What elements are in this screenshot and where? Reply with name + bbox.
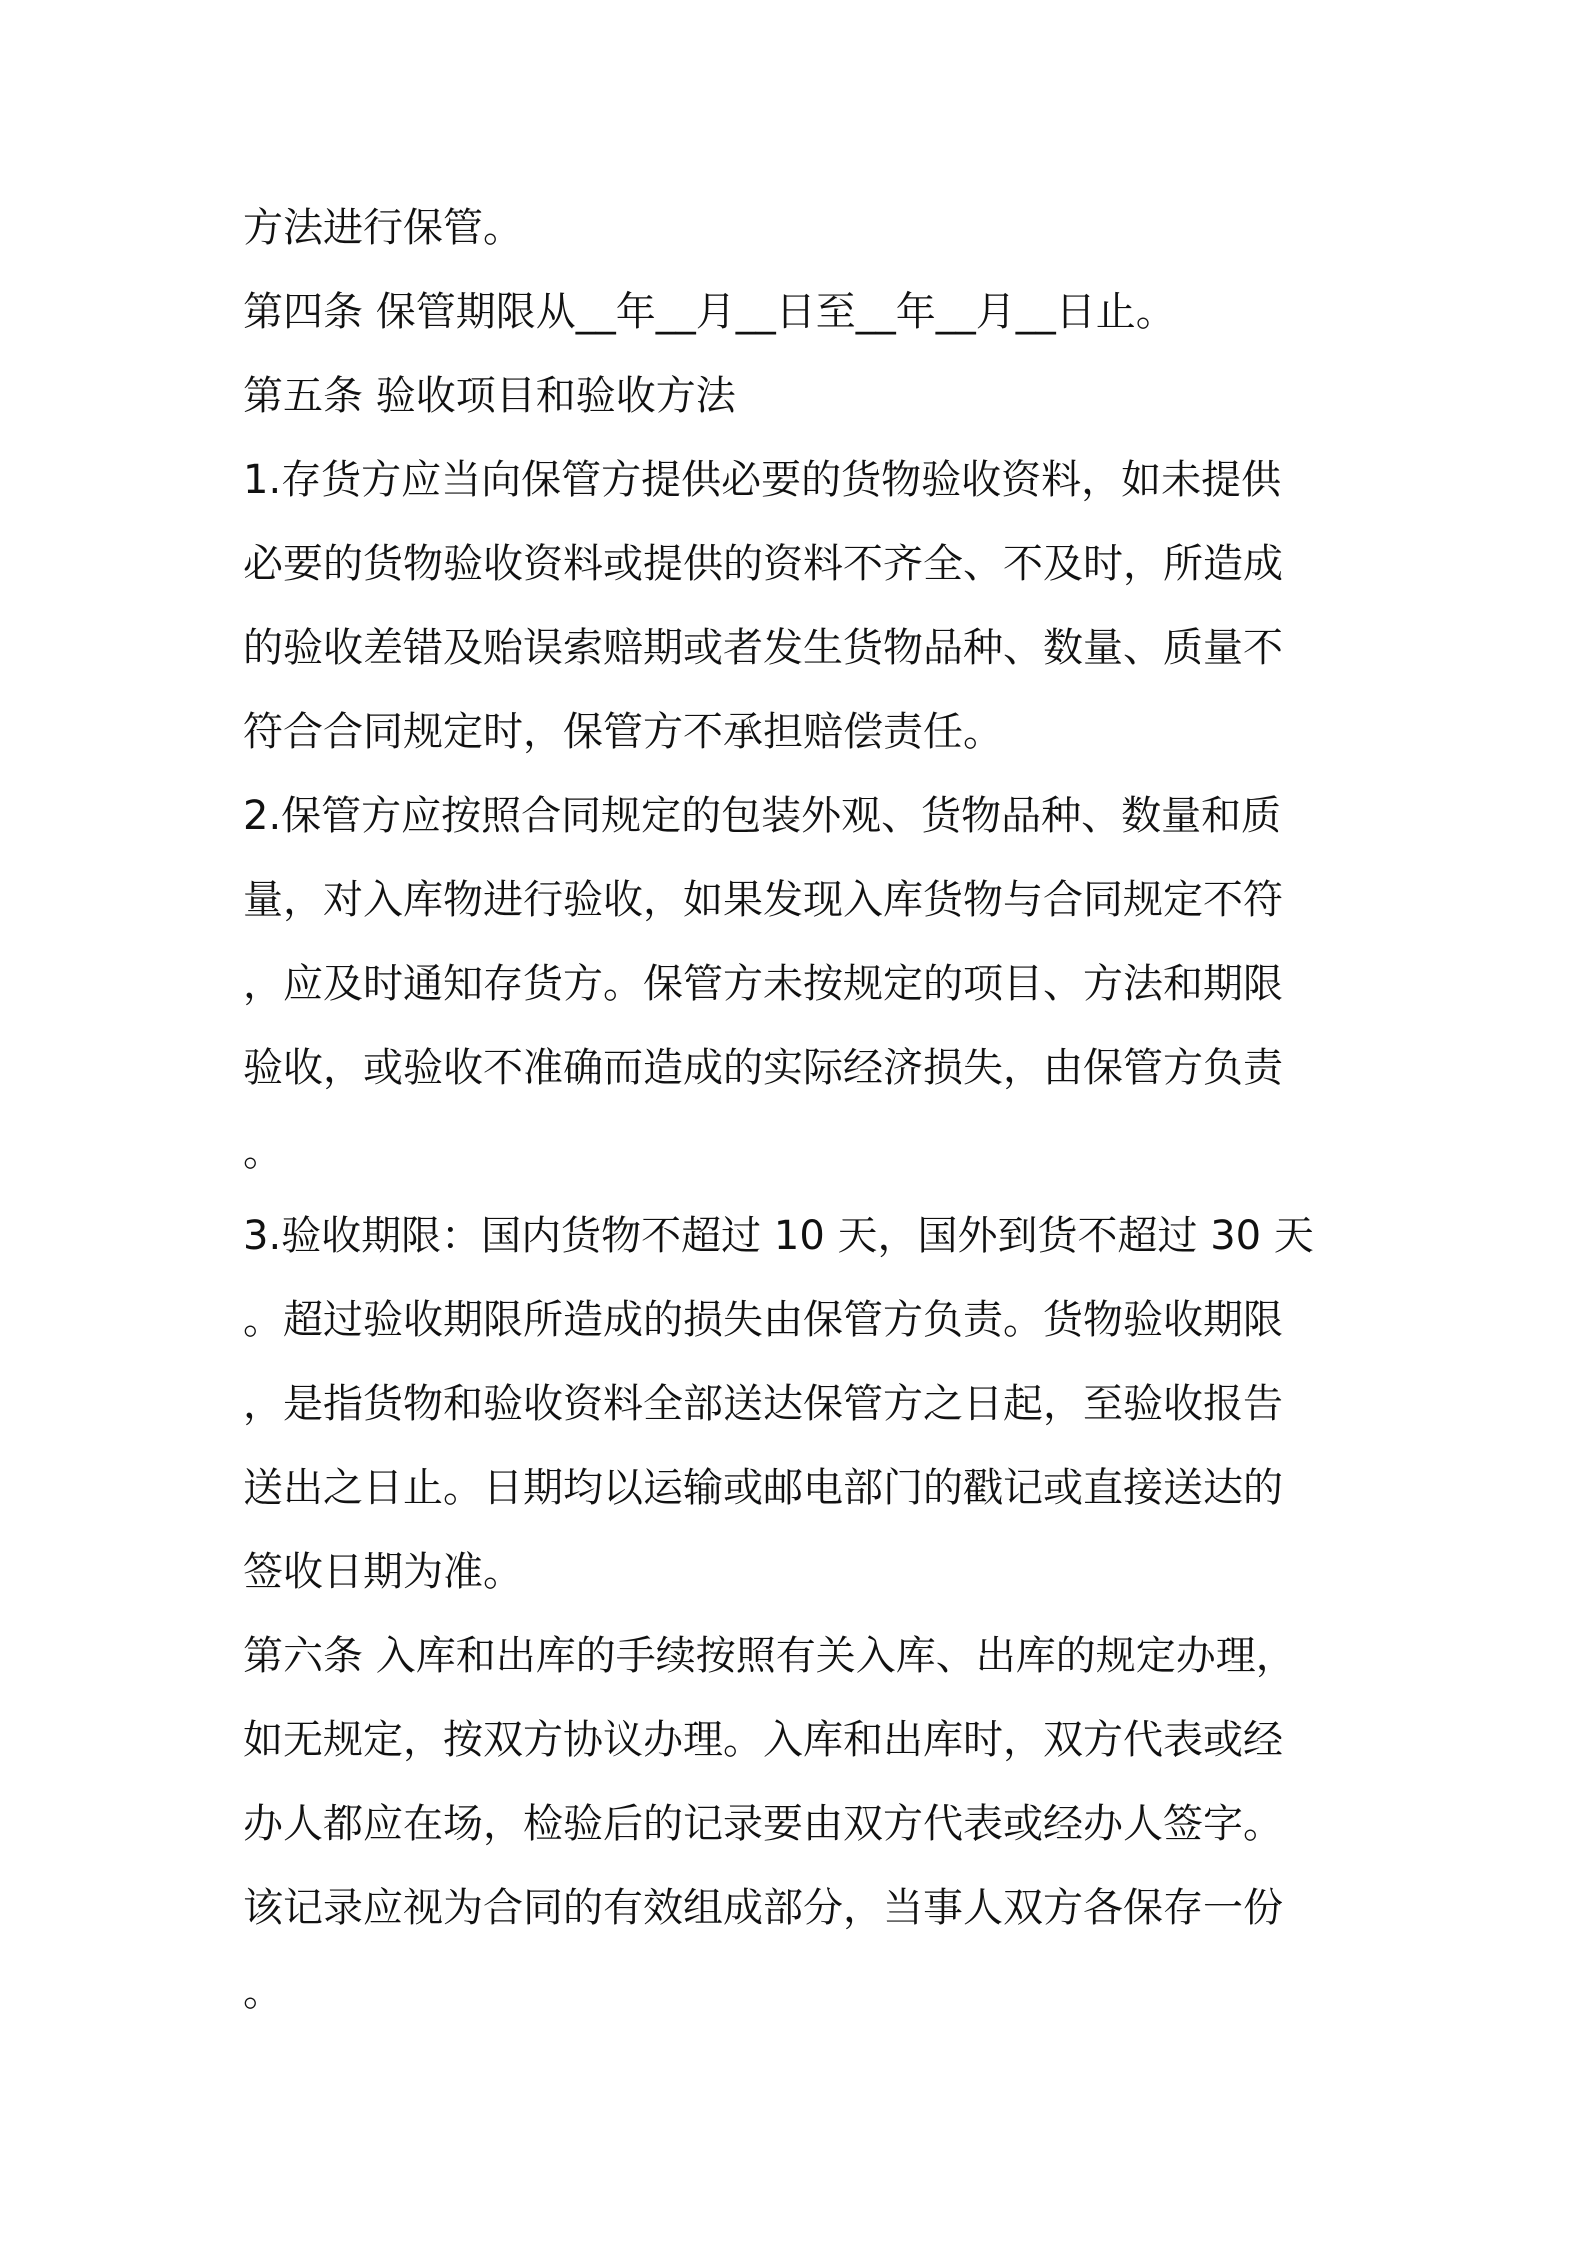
text-line: ，应及时通知存货方。保管方未按规定的项目、方法和期限	[243, 961, 1283, 1007]
text-line: 的验收差错及贻误索赔期或者发生货物品种、数量、质量不	[243, 625, 1283, 671]
article-6-heading: 第六条 入库和出库的手续按照有关入库、出库的规定办理，	[243, 1633, 1296, 1679]
text-line: 。	[243, 1129, 283, 1175]
text-line: ，是指货物和验收资料全部送达保管方之日起，至验收报告	[243, 1381, 1283, 1427]
article-5-heading: 第五条 验收项目和验收方法	[243, 373, 736, 419]
article-4-heading: 第四条 保管期限从__年__月__日至__年__月__日止。	[243, 289, 1176, 335]
text-line: 2.保管方应按照合同规定的包装外观、货物品种、数量和质	[243, 793, 1282, 839]
text-line: 如无规定，按双方协议办理。入库和出库时，双方代表或经	[243, 1717, 1283, 1763]
text-line: 办人都应在场，检验后的记录要由双方代表或经办人签字。	[243, 1801, 1283, 1847]
text-line: 符合合同规定时，保管方不承担赔偿责任。	[243, 709, 1003, 755]
text-line: 该记录应视为合同的有效组成部分，当事人双方各保存一份	[243, 1885, 1283, 1931]
text-line: 1.存货方应当向保管方提供必要的货物验收资料，如未提供	[243, 457, 1282, 503]
text-line: 验收，或验收不准确而造成的实际经济损失，由保管方负责	[243, 1045, 1283, 1091]
text-line: 方法进行保管。	[243, 205, 523, 251]
text-line: 签收日期为准。	[243, 1549, 523, 1595]
text-line: 。超过验收期限所造成的损失由保管方负责。货物验收期限	[243, 1297, 1283, 1343]
text-line: 3.验收期限：国内货物不超过 10 天，国外到货不超过 30 天	[243, 1213, 1314, 1259]
text-line: 必要的货物验收资料或提供的资料不齐全、不及时，所造成	[243, 541, 1283, 587]
text-line: 。	[243, 1969, 283, 2015]
text-line: 量，对入库物进行验收，如果发现入库货物与合同规定不符	[243, 877, 1283, 923]
text-line: 送出之日止。日期均以运输或邮电部门的戳记或直接送达的	[243, 1465, 1283, 1511]
